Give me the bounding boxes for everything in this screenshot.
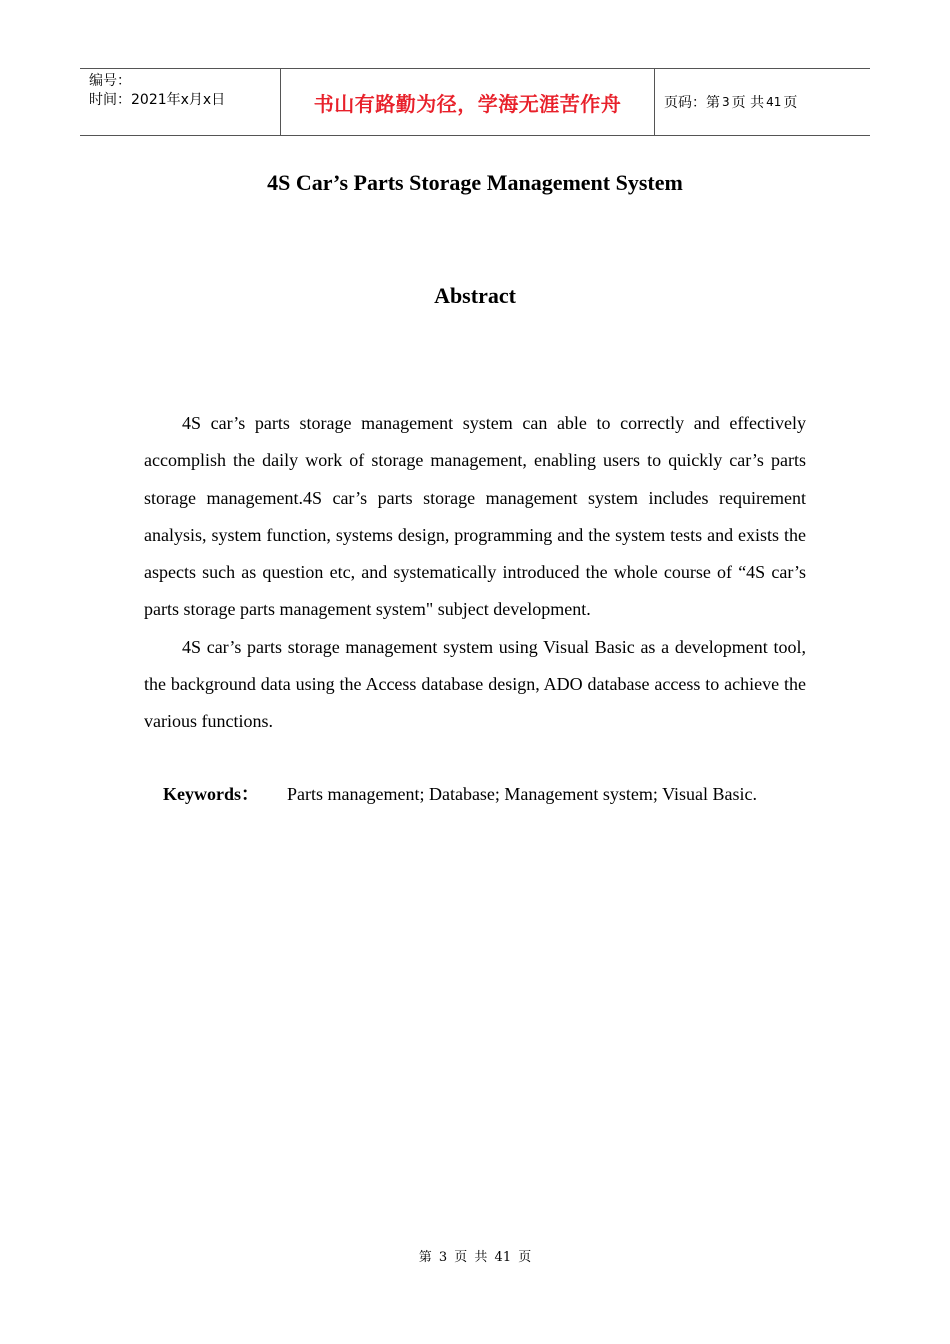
header-motto: 书山有路勤为径，学海无涯苦作舟 (281, 69, 655, 135)
keywords-line (163, 776, 757, 813)
page-prefix: 页码：第 (664, 95, 720, 111)
page-mid: 页 共 (731, 95, 765, 111)
keywords-label: Keywords： (163, 784, 259, 804)
page-current: 3 (722, 95, 730, 109)
abstract-paragraph-1: 4S car’s parts storage management system can able to correctly and effectively accomplish the daily work of storage management, enabling users to quickly car’s parts storage management.4S car’s parts storage management system includes requirement analysis, system function, systems design, programming and the system tests and exists the aspects such as question etc, and systematically introduced the whole course of “4S car’s parts storage parts management system" subject development. (144, 413, 806, 620)
header-page-number (655, 69, 870, 135)
abstract-heading: Abstract (434, 283, 516, 308)
abstract-body (144, 405, 806, 741)
date-label: 时间：2021年x月x日 (89, 92, 226, 108)
header-meta (80, 69, 281, 135)
abstract-paragraph-2: 4S car’s parts storage management system using Visual Basic as a development tool, the background data using the Access database design, ADO database access to achieve the various functions. (144, 636, 806, 732)
page-total: 41 (766, 95, 782, 109)
page-header (80, 68, 870, 136)
page-footer: 第 3 页 共 41 页 (418, 1250, 532, 1265)
keywords-value: Parts management; Database; Management system; Visual Basic. (287, 784, 757, 804)
serial-label: 编号： (89, 73, 131, 89)
page-suffix: 页 (783, 95, 798, 111)
document-title: 4S Car’s Parts Storage Management System (267, 170, 683, 195)
